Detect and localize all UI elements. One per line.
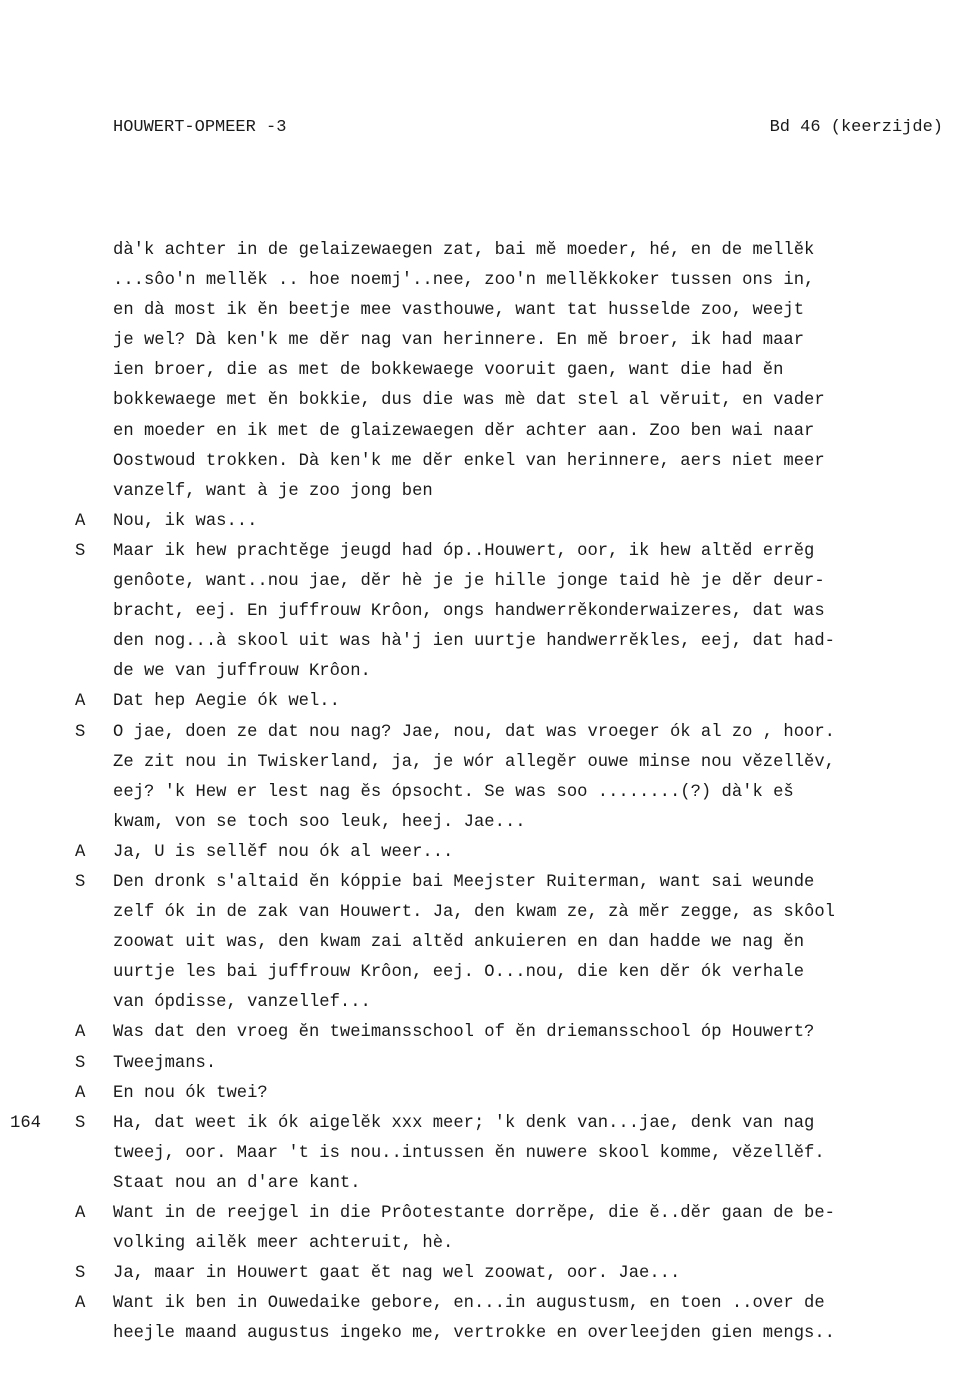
line-text: dà'k achter in de gelaizewaegen zat, bai mĕ moeder, hé, en de mellĕk (113, 241, 815, 260)
line-text: Ha, dat weet ik ók aigelĕk xxx meer; 'k denk van...jae, denk van nag (113, 1113, 815, 1133)
transcript-line (0, 687, 973, 717)
transcript-line (0, 657, 973, 687)
transcript-line (0, 1259, 973, 1289)
line-text: Den dronk s'altaid ĕn kóppie bai Meejster Ruiterman, want sai weunde (113, 872, 815, 892)
line-text: Ja, U is sellĕf nou ók al weer... (113, 842, 454, 862)
transcript-line (0, 1079, 973, 1109)
transcript-line (0, 928, 973, 958)
header-title: HOUWERT-OPMEER -3 (113, 118, 287, 137)
transcript-line (0, 627, 973, 657)
line-text: tweej, oor. Maar 't is nou..intussen ĕn nuwere skool komme, vĕzellĕf. (113, 1143, 825, 1163)
line-text: ien broer, die as met de bokkewaege vooruit gaen, want die had ĕn (113, 361, 784, 381)
line-text: uurtje les bai juffrouw Krôon, eej. O...nou, die ken dĕr ók verhale (113, 963, 805, 983)
transcript-line (0, 447, 973, 477)
transcript-line (0, 356, 973, 386)
transcript-line (0, 778, 973, 808)
line-text: Ze zit nou in Twiskerland, ja, je wór allegĕr ouwe minse nou vĕzellĕv, (113, 752, 835, 772)
line-text: Maar ik hew prachtĕge jeugd had óp..Houwert, oor, ik hew altĕd errĕg (113, 541, 815, 561)
line-text: Oostwoud trokken. Dà ken'k me dĕr enkel van herinnere, aers niet meer (113, 451, 825, 471)
line-text: zoowat uit was, den kwam zai altĕd ankuieren en dan hadde we nag ĕn (113, 933, 805, 953)
line-text: Want in de reejgel in die Prôotestante dorrĕpe, die ĕ..dĕr gaan de be- (113, 1204, 835, 1223)
page-header (113, 118, 943, 142)
transcript-line (0, 1289, 973, 1319)
line-text: Nou, ik was... (113, 511, 258, 531)
speaker-label: S (75, 541, 86, 561)
transcript-line (0, 838, 973, 868)
line-text: zelf ók in de zak van Houwert. Ja, den kwam ze, zà mĕr zegge, as skôol (113, 903, 835, 923)
speaker-label: S (75, 1264, 86, 1284)
line-number: 164 (10, 1113, 41, 1133)
transcript-line (0, 988, 973, 1018)
speaker-label: S (75, 722, 86, 742)
line-text: kwam, von se toch soo leuk, heej. Jae... (113, 812, 526, 832)
transcript-line (0, 898, 973, 928)
transcript-line (0, 958, 973, 988)
speaker-label: A (75, 1083, 86, 1103)
speaker-label: S (75, 1053, 86, 1073)
transcript-line (0, 507, 973, 537)
transcript-line (0, 296, 973, 326)
transcript-line (0, 1229, 973, 1259)
line-text: En nou ók twei? (113, 1083, 268, 1103)
transcript-line (0, 537, 973, 567)
transcript-body (0, 236, 973, 1349)
line-text: Want ik ben in Ouwedaike gebore, en...in augustusm, en toen ..over de (113, 1294, 825, 1314)
line-text: volking ailĕk meer achteruit, hè. (113, 1234, 454, 1254)
line-text: bokkewaege met ĕn bokkie, dus die was mè dat stel al vĕruit, en vader (113, 391, 825, 411)
speaker-label: A (75, 1204, 86, 1223)
speaker-label: A (75, 511, 86, 531)
line-text: je wel? Dà ken'k me dĕr nag van herinnere. En mĕ broer, ik had maar (113, 331, 805, 351)
transcript-line (0, 326, 973, 356)
transcript-line (0, 718, 973, 748)
transcript-line (0, 1319, 973, 1349)
line-text: en moeder en ik met de glaizewaegen dĕr achter aan. Zoo ben wai naar (113, 421, 815, 441)
line-text: en dà most ik ĕn beetje mee vasthouwe, want tat husselde zoo, weejt (113, 301, 805, 321)
speaker-label: S (75, 1113, 86, 1133)
transcript-line (0, 567, 973, 597)
line-text: heejle maand augustus ingeko me, vertrokke en overleejden gien mengs.. (113, 1324, 835, 1344)
transcript-line (0, 808, 973, 838)
line-text: bracht, eej. En juffrouw Krôon, ongs handwerrĕkonderwaizeres, dat was (113, 602, 825, 622)
line-text: ...sôo'n mellĕk .. hoe noemj'..nee, zoo'n mellĕkkoker tussen ons in, (113, 271, 815, 291)
transcript-line (0, 868, 973, 898)
header-reference: Bd 46 (keerzijde) (769, 118, 943, 137)
speaker-label: S (75, 872, 86, 892)
speaker-label: A (75, 842, 86, 862)
line-text: genôote, want..nou jae, dĕr hè je je hille jonge taid hè je dĕr deur- (113, 572, 825, 592)
transcript-line (0, 1169, 973, 1199)
line-text: O jae, doen ze dat nou nag? Jae, nou, dat was vroeger ók al zo , hoor. (113, 722, 835, 742)
line-text: vanzelf, want à je zoo jong ben (113, 481, 433, 501)
line-text: eej? 'k Hew er lest nag ĕs ópsocht. Se was soo ........(?) dà'k eš (113, 782, 794, 802)
line-text: Was dat den vroeg ĕn tweimansschool of ĕn driemansschool óp Houwert? (113, 1023, 815, 1043)
transcript-line (0, 236, 973, 266)
transcript-line (0, 1109, 973, 1139)
transcript-line (0, 417, 973, 447)
line-text: Ja, maar in Houwert gaat ĕt nag wel zoowat, oor. Jae... (113, 1264, 681, 1284)
speaker-label: A (75, 692, 86, 712)
line-text: de we van juffrouw Krôon. (113, 662, 371, 682)
line-text: Dat hep Aegie ók wel.. (113, 692, 340, 712)
transcript-line (0, 477, 973, 507)
line-text: Staat nou an d'are kant. (113, 1173, 361, 1193)
transcript-line (0, 1018, 973, 1048)
transcript-line (0, 266, 973, 296)
speaker-label: A (75, 1023, 86, 1043)
transcript-line (0, 386, 973, 416)
transcript-line (0, 597, 973, 627)
speaker-label: A (75, 1294, 86, 1314)
line-text: van ópdisse, vanzellef... (113, 993, 371, 1013)
transcript-line (0, 1199, 973, 1229)
transcript-line (0, 748, 973, 778)
transcript-line (0, 1139, 973, 1169)
line-text: den nog...à skool uit was hà'j ien uurtje handwerrĕkles, eej, dat had- (113, 632, 835, 652)
transcript-line (0, 1049, 973, 1079)
line-text: Tweejmans. (113, 1053, 217, 1073)
